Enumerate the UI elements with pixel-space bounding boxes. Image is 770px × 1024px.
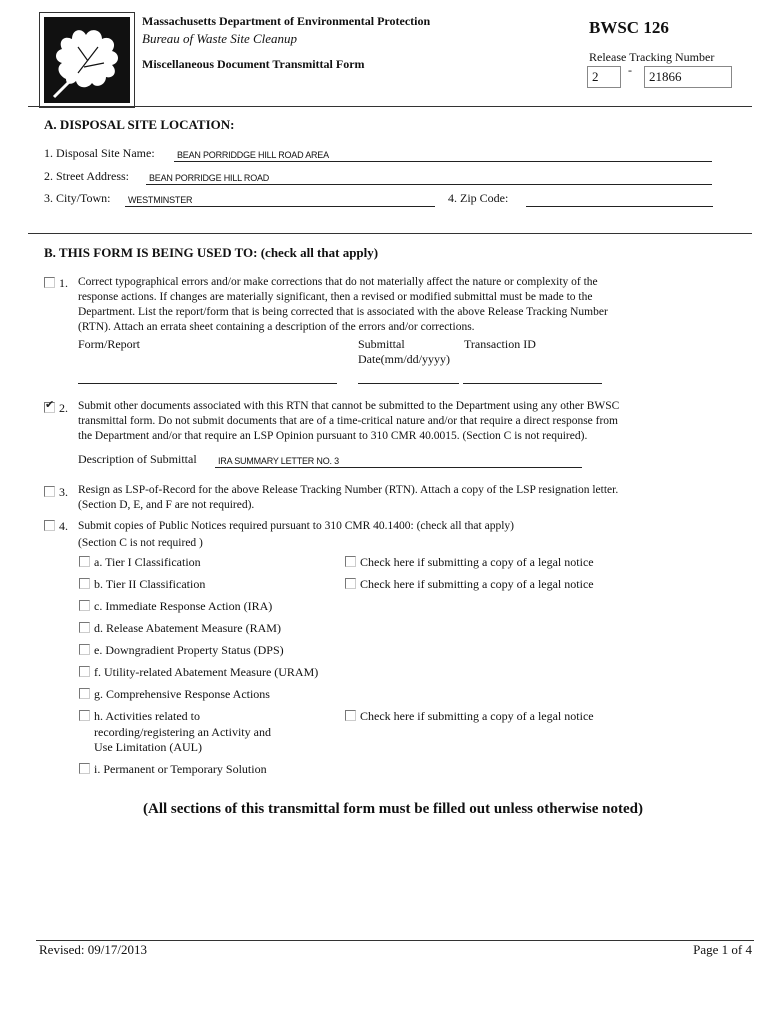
option-h-line: recording/registering an Activity and [94, 724, 271, 739]
option-e-checkbox[interactable] [79, 644, 90, 655]
rtn-label: Release Tracking Number [589, 50, 715, 64]
option-a-legal-notice-checkbox[interactable] [345, 556, 356, 567]
rtn-number-field[interactable] [644, 66, 732, 88]
footer-divider [36, 940, 754, 941]
zip-label: 4. Zip Code: [448, 191, 509, 205]
option-g-checkbox[interactable] [79, 688, 90, 699]
item4-line: Submit copies of Public Notices required pursuant to 310 CMR 40.1400: (check all that apply) [78, 520, 514, 532]
item3-number: 3. [59, 485, 68, 499]
option-h-line: h. Activities related to [94, 709, 200, 723]
item4-number: 4. [59, 519, 68, 533]
section-a-divider [28, 233, 752, 234]
form-code: BWSC 126 [589, 18, 669, 37]
option-c-checkbox[interactable] [79, 600, 90, 611]
submittal-description-value: IRA SUMMARY LETTER NO. 3 [218, 456, 339, 466]
item1-line: Department. List the report/form that is being corrected that is associated with the above Release Tracking Number [78, 306, 608, 318]
option-d-label: d. Release Abatement Measure (RAM) [94, 621, 281, 635]
option-h-line: Use Limitation (AUL) [94, 740, 202, 754]
street-label: 2. Street Address: [44, 169, 129, 183]
revised-date: Revised: 09/17/2013 [39, 942, 147, 957]
zip-field[interactable] [526, 206, 713, 207]
header-divider [28, 106, 752, 107]
item3-checkbox[interactable] [44, 486, 55, 497]
item2-line: transmittal form. Do not submit documents that are of a time-critical nature and/or that require a direct response from [78, 415, 619, 427]
rtn-region-field[interactable] [587, 66, 621, 88]
rtn-region-value: 2 [592, 69, 599, 84]
option-b-legal-notice-checkbox[interactable] [345, 578, 356, 589]
submittal-description-field[interactable] [215, 467, 582, 468]
option-a-label: a. Tier I Classification [94, 555, 201, 569]
option-g-label: g. Comprehensive Response Actions [94, 687, 270, 701]
site-name-field[interactable] [174, 161, 712, 162]
item3-line: Resign as LSP-of-Record for the above Release Tracking Number (RTN). Attach a copy of the LSP resignation letter. [78, 484, 619, 496]
col-form-report: Form/Report [78, 337, 140, 351]
item1-text [78, 275, 758, 335]
option-h-legal-notice-checkbox[interactable] [345, 710, 356, 721]
option-e-label: e. Downgradient Property Status (DPS) [94, 643, 284, 657]
col-date-format: Date(mm/dd/yyyy) [358, 352, 450, 366]
item1-checkbox[interactable] [44, 277, 55, 288]
item3-text [78, 483, 758, 513]
item2-line: the Department and/or that require an LSP Opinion pursuant to 310 CMR 40.0015. (Section C is not required). [78, 430, 588, 442]
submittal-date-field[interactable] [358, 383, 459, 384]
rtn-dash: - [628, 63, 632, 77]
option-h-label [94, 709, 271, 756]
street-field[interactable] [146, 184, 712, 185]
form-report-field[interactable] [78, 383, 337, 384]
page-number: Page 1 of 4 [693, 942, 752, 957]
item1-line: Correct typographical errors and/or make corrections that do not materially affect the nature or complexity of the [78, 276, 598, 288]
col-submittal-date [358, 337, 450, 367]
city-label: 3. City/Town: [44, 191, 111, 205]
col-transaction-id: Transaction ID [464, 337, 536, 351]
agency-name: Massachusetts Department of Environmental Protection [142, 14, 431, 28]
item2-number: 2. [59, 401, 68, 415]
item4-text [78, 518, 758, 552]
option-c-label: c. Immediate Response Action (IRA) [94, 599, 273, 613]
option-h-legal-notice-label: Check here if submitting a copy of a legal notice [360, 709, 594, 723]
item4-line: (Section C is not required ) [78, 537, 203, 549]
bureau-name: Bureau of Waste Site Cleanup [142, 31, 298, 46]
item1-line: response actions. If changes are materially significant, then a revised or modified submittal must be made to the [78, 291, 593, 303]
form-title: Miscellaneous Document Transmittal Form [142, 57, 365, 71]
item1-line: (RTN). Attach an errata sheet containing a description of the errors and/or corrections. [78, 321, 475, 333]
option-f-label: f. Utility-related Abatement Measure (URAM) [94, 665, 319, 679]
item3-line: (Section D, E, and F are not required). [78, 499, 255, 511]
submittal-description-label: Description of Submittal [78, 452, 197, 466]
item2-line: Submit other documents associated with this RTN that cannot be submitted to the Department using any other BWSC [78, 400, 620, 412]
item2-text [78, 399, 758, 444]
option-b-label: b. Tier II Classification [94, 577, 206, 591]
city-field[interactable] [125, 206, 435, 207]
option-a-legal-notice-label: Check here if submitting a copy of a legal notice [360, 555, 594, 569]
section-b-heading: B. THIS FORM IS BEING USED TO: (check all that apply) [44, 245, 379, 260]
city-value: WESTMINSTER [128, 195, 193, 205]
option-a-checkbox[interactable] [79, 556, 90, 567]
option-f-checkbox[interactable] [79, 666, 90, 677]
col-submittal-label: Submittal [358, 337, 405, 351]
completion-notice: (All sections of this transmittal form must be filled out unless otherwise noted) [143, 801, 643, 817]
option-i-checkbox[interactable] [79, 763, 90, 774]
option-b-legal-notice-label: Check here if submitting a copy of a legal notice [360, 577, 594, 591]
check-mark-icon: ✔ [45, 398, 55, 411]
section-a-heading: A. DISPOSAL SITE LOCATION: [44, 117, 235, 132]
option-d-checkbox[interactable] [79, 622, 90, 633]
oak-leaf-icon [44, 17, 130, 103]
item1-number: 1. [59, 276, 68, 290]
item2-checkbox[interactable] [44, 398, 55, 413]
street-value: BEAN PORRIDGE HILL ROAD [149, 173, 270, 183]
option-b-checkbox[interactable] [79, 578, 90, 589]
dep-logo [39, 12, 135, 108]
site-name-value: BEAN PORRIDDGE HILL ROAD AREA [177, 150, 329, 160]
item4-checkbox[interactable] [44, 520, 55, 531]
option-h-checkbox[interactable] [79, 710, 90, 721]
site-name-label: 1. Disposal Site Name: [44, 146, 155, 160]
transaction-id-field[interactable] [463, 383, 602, 384]
rtn-number-value: 21866 [649, 69, 682, 84]
option-i-label: i. Permanent or Temporary Solution [94, 762, 267, 776]
